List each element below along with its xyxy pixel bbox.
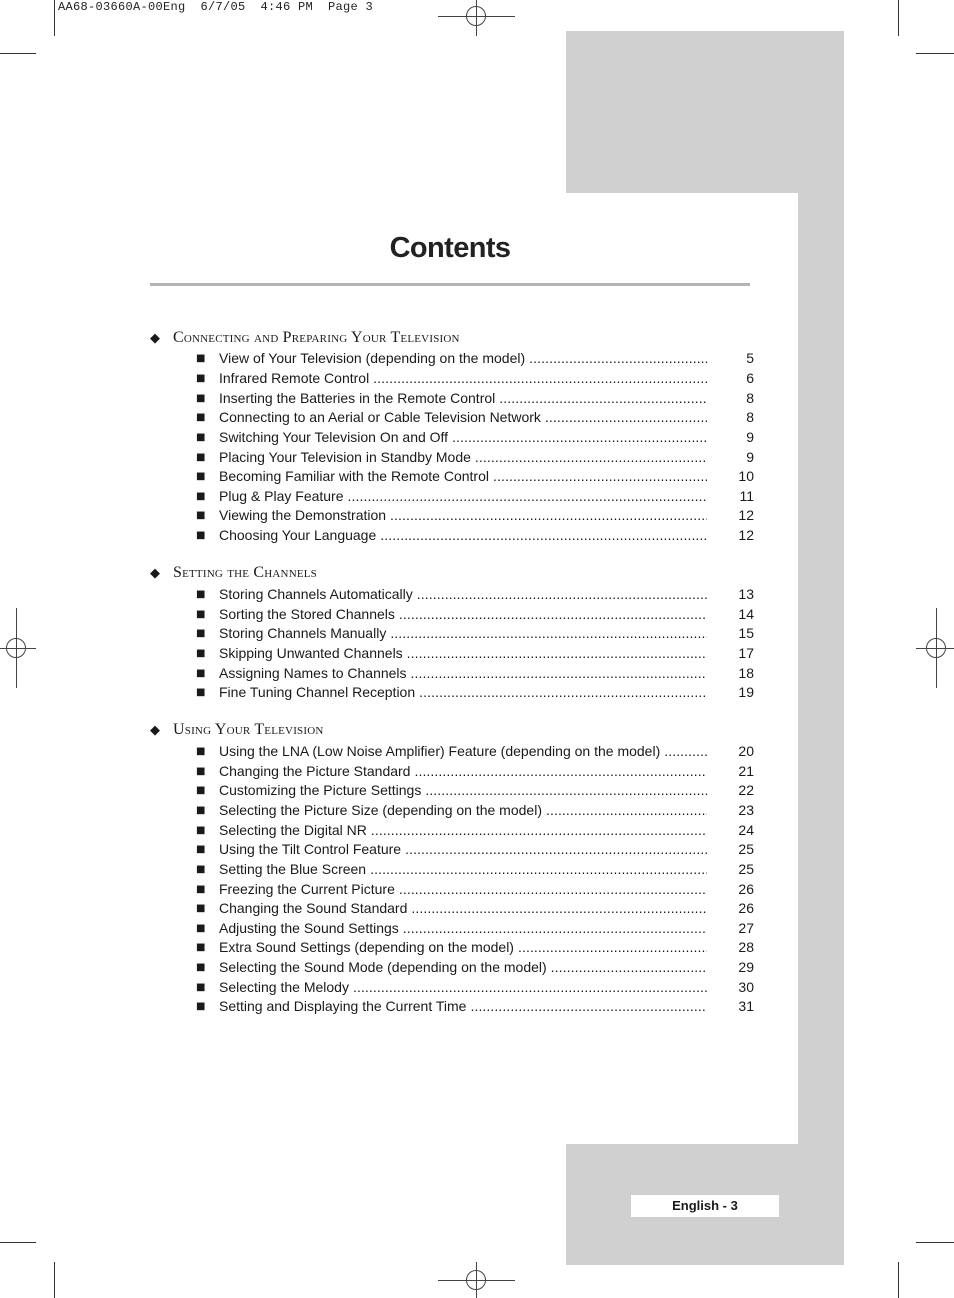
toc-item: ■ Customizing the Picture Settings ..... 22 bbox=[196, 780, 754, 800]
toc-item: ■ Selecting the Sound Mode (depending on the model) ..... 29 bbox=[196, 957, 754, 977]
square-bullet-icon: ■ bbox=[196, 509, 206, 521]
print-header: AA68-03660A-00Eng 6/7/05 4:46 PM Page 3 bbox=[58, 0, 374, 14]
square-bullet-icon: ■ bbox=[196, 686, 206, 698]
toc-item: ■ Choosing Your Language ..... 12 bbox=[196, 525, 754, 545]
page-title: Contents bbox=[389, 232, 511, 264]
square-bullet-icon: ■ bbox=[196, 627, 206, 639]
square-bullet-icon: ■ bbox=[196, 529, 206, 541]
registration-line bbox=[476, 0, 477, 36]
title-divider bbox=[150, 283, 750, 286]
crop-mark bbox=[54, 1262, 55, 1298]
side-gray-bar bbox=[798, 31, 844, 1265]
toc-item: ■ Viewing the Demonstration ..... 12 bbox=[196, 505, 754, 525]
diamond-icon: ◆ bbox=[150, 565, 160, 581]
toc-item: ■ Placing Your Television in Standby Mode ..... 9 bbox=[196, 447, 754, 467]
page-number-label: English - 3 bbox=[631, 1195, 779, 1217]
square-bullet-icon: ■ bbox=[196, 451, 206, 463]
toc-item: ■ Sorting the Stored Channels ..... 14 bbox=[196, 604, 754, 624]
toc-item: ■ Setting the Blue Screen ..... 25 bbox=[196, 859, 754, 879]
square-bullet-icon: ■ bbox=[196, 981, 206, 993]
square-bullet-icon: ■ bbox=[196, 372, 206, 384]
toc-item: ■ Selecting the Digital NR ..... 24 bbox=[196, 820, 754, 840]
registration-line bbox=[0, 648, 36, 649]
toc-item: ■ Assigning Names to Channels ..... 18 bbox=[196, 663, 754, 683]
square-bullet-icon: ■ bbox=[196, 902, 206, 914]
toc-item: ■ Switching Your Television On and Off ..... 9 bbox=[196, 427, 754, 447]
square-bullet-icon: ■ bbox=[196, 1000, 206, 1012]
crop-mark bbox=[898, 0, 899, 36]
toc-item: ■ View of Your Television (depending on the model) ..... 5 bbox=[196, 348, 754, 368]
crop-mark bbox=[916, 53, 954, 54]
square-bullet-icon: ■ bbox=[196, 470, 206, 482]
square-bullet-icon: ■ bbox=[196, 824, 206, 836]
square-bullet-icon: ■ bbox=[196, 490, 206, 502]
square-bullet-icon: ■ bbox=[196, 392, 206, 404]
crop-mark bbox=[898, 1262, 899, 1298]
square-bullet-icon: ■ bbox=[196, 411, 206, 423]
square-bullet-icon: ■ bbox=[196, 883, 206, 895]
toc-item: ■ Adjusting the Sound Settings ..... 27 bbox=[196, 918, 754, 938]
square-bullet-icon: ■ bbox=[196, 765, 206, 777]
square-bullet-icon: ■ bbox=[196, 352, 206, 364]
toc-item: ■ Fine Tuning Channel Reception ..... 19 bbox=[196, 682, 754, 702]
toc-item: ■ Freezing the Current Picture ..... 26 bbox=[196, 879, 754, 899]
toc-item: ■ Skipping Unwanted Channels ..... 17 bbox=[196, 643, 754, 663]
square-bullet-icon: ■ bbox=[196, 745, 206, 757]
crop-mark bbox=[0, 53, 36, 54]
square-bullet-icon: ■ bbox=[196, 843, 206, 855]
toc-item: ■ Selecting the Picture Size (depending on the model) ..... 23 bbox=[196, 800, 754, 820]
section-heading: ◆ Connecting and Preparing Your Television bbox=[150, 329, 460, 346]
toc-item: ■ Infrared Remote Control ..... 6 bbox=[196, 368, 754, 388]
toc-item: ■ Changing the Sound Standard ..... 26 bbox=[196, 898, 754, 918]
toc-item: ■ Inserting the Batteries in the Remote Control ..... 8 bbox=[196, 388, 754, 408]
toc-item: ■ Using the LNA (Low Noise Amplifier) Feature (depending on the model) ..... 20 bbox=[196, 741, 754, 761]
square-bullet-icon: ■ bbox=[196, 431, 206, 443]
toc-item: ■ Connecting to an Aerial or Cable Television Network ..... 8 bbox=[196, 407, 754, 427]
crop-mark bbox=[0, 1242, 36, 1243]
square-bullet-icon: ■ bbox=[196, 961, 206, 973]
toc-item: ■ Selecting the Melody ..... 30 bbox=[196, 977, 754, 997]
diamond-icon: ◆ bbox=[150, 722, 160, 738]
square-bullet-icon: ■ bbox=[196, 941, 206, 953]
square-bullet-icon: ■ bbox=[196, 863, 206, 875]
diamond-icon: ◆ bbox=[150, 330, 160, 346]
registration-line bbox=[16, 608, 17, 688]
crop-mark bbox=[54, 0, 55, 36]
registration-line bbox=[936, 608, 937, 688]
square-bullet-icon: ■ bbox=[196, 588, 206, 600]
toc-item: ■ Changing the Picture Standard ..... 21 bbox=[196, 761, 754, 781]
toc-item: ■ Setting and Displaying the Current Time ..... 31 bbox=[196, 996, 754, 1016]
toc-item: ■ Becoming Familiar with the Remote Control ..... 10 bbox=[196, 466, 754, 486]
toc-item: ■ Storing Channels Automatically ..... 13 bbox=[196, 584, 754, 604]
toc-item: ■ Extra Sound Settings (depending on the model) ..... 28 bbox=[196, 937, 754, 957]
square-bullet-icon: ■ bbox=[196, 804, 206, 816]
section-heading: ◆ Using Your Television bbox=[150, 721, 324, 738]
square-bullet-icon: ■ bbox=[196, 647, 206, 659]
square-bullet-icon: ■ bbox=[196, 608, 206, 620]
square-bullet-icon: ■ bbox=[196, 922, 206, 934]
toc-item: ■ Storing Channels Manually ..... 15 bbox=[196, 623, 754, 643]
registration-line bbox=[476, 1262, 477, 1298]
registration-line bbox=[916, 648, 954, 649]
toc-item: ■ Using the Tilt Control Feature ..... 25 bbox=[196, 839, 754, 859]
square-bullet-icon: ■ bbox=[196, 667, 206, 679]
crop-mark bbox=[916, 1242, 954, 1243]
toc-item: ■ Plug & Play Feature ..... 11 bbox=[196, 486, 754, 506]
square-bullet-icon: ■ bbox=[196, 784, 206, 796]
section-heading: ◆ Setting the Channels bbox=[150, 564, 317, 581]
